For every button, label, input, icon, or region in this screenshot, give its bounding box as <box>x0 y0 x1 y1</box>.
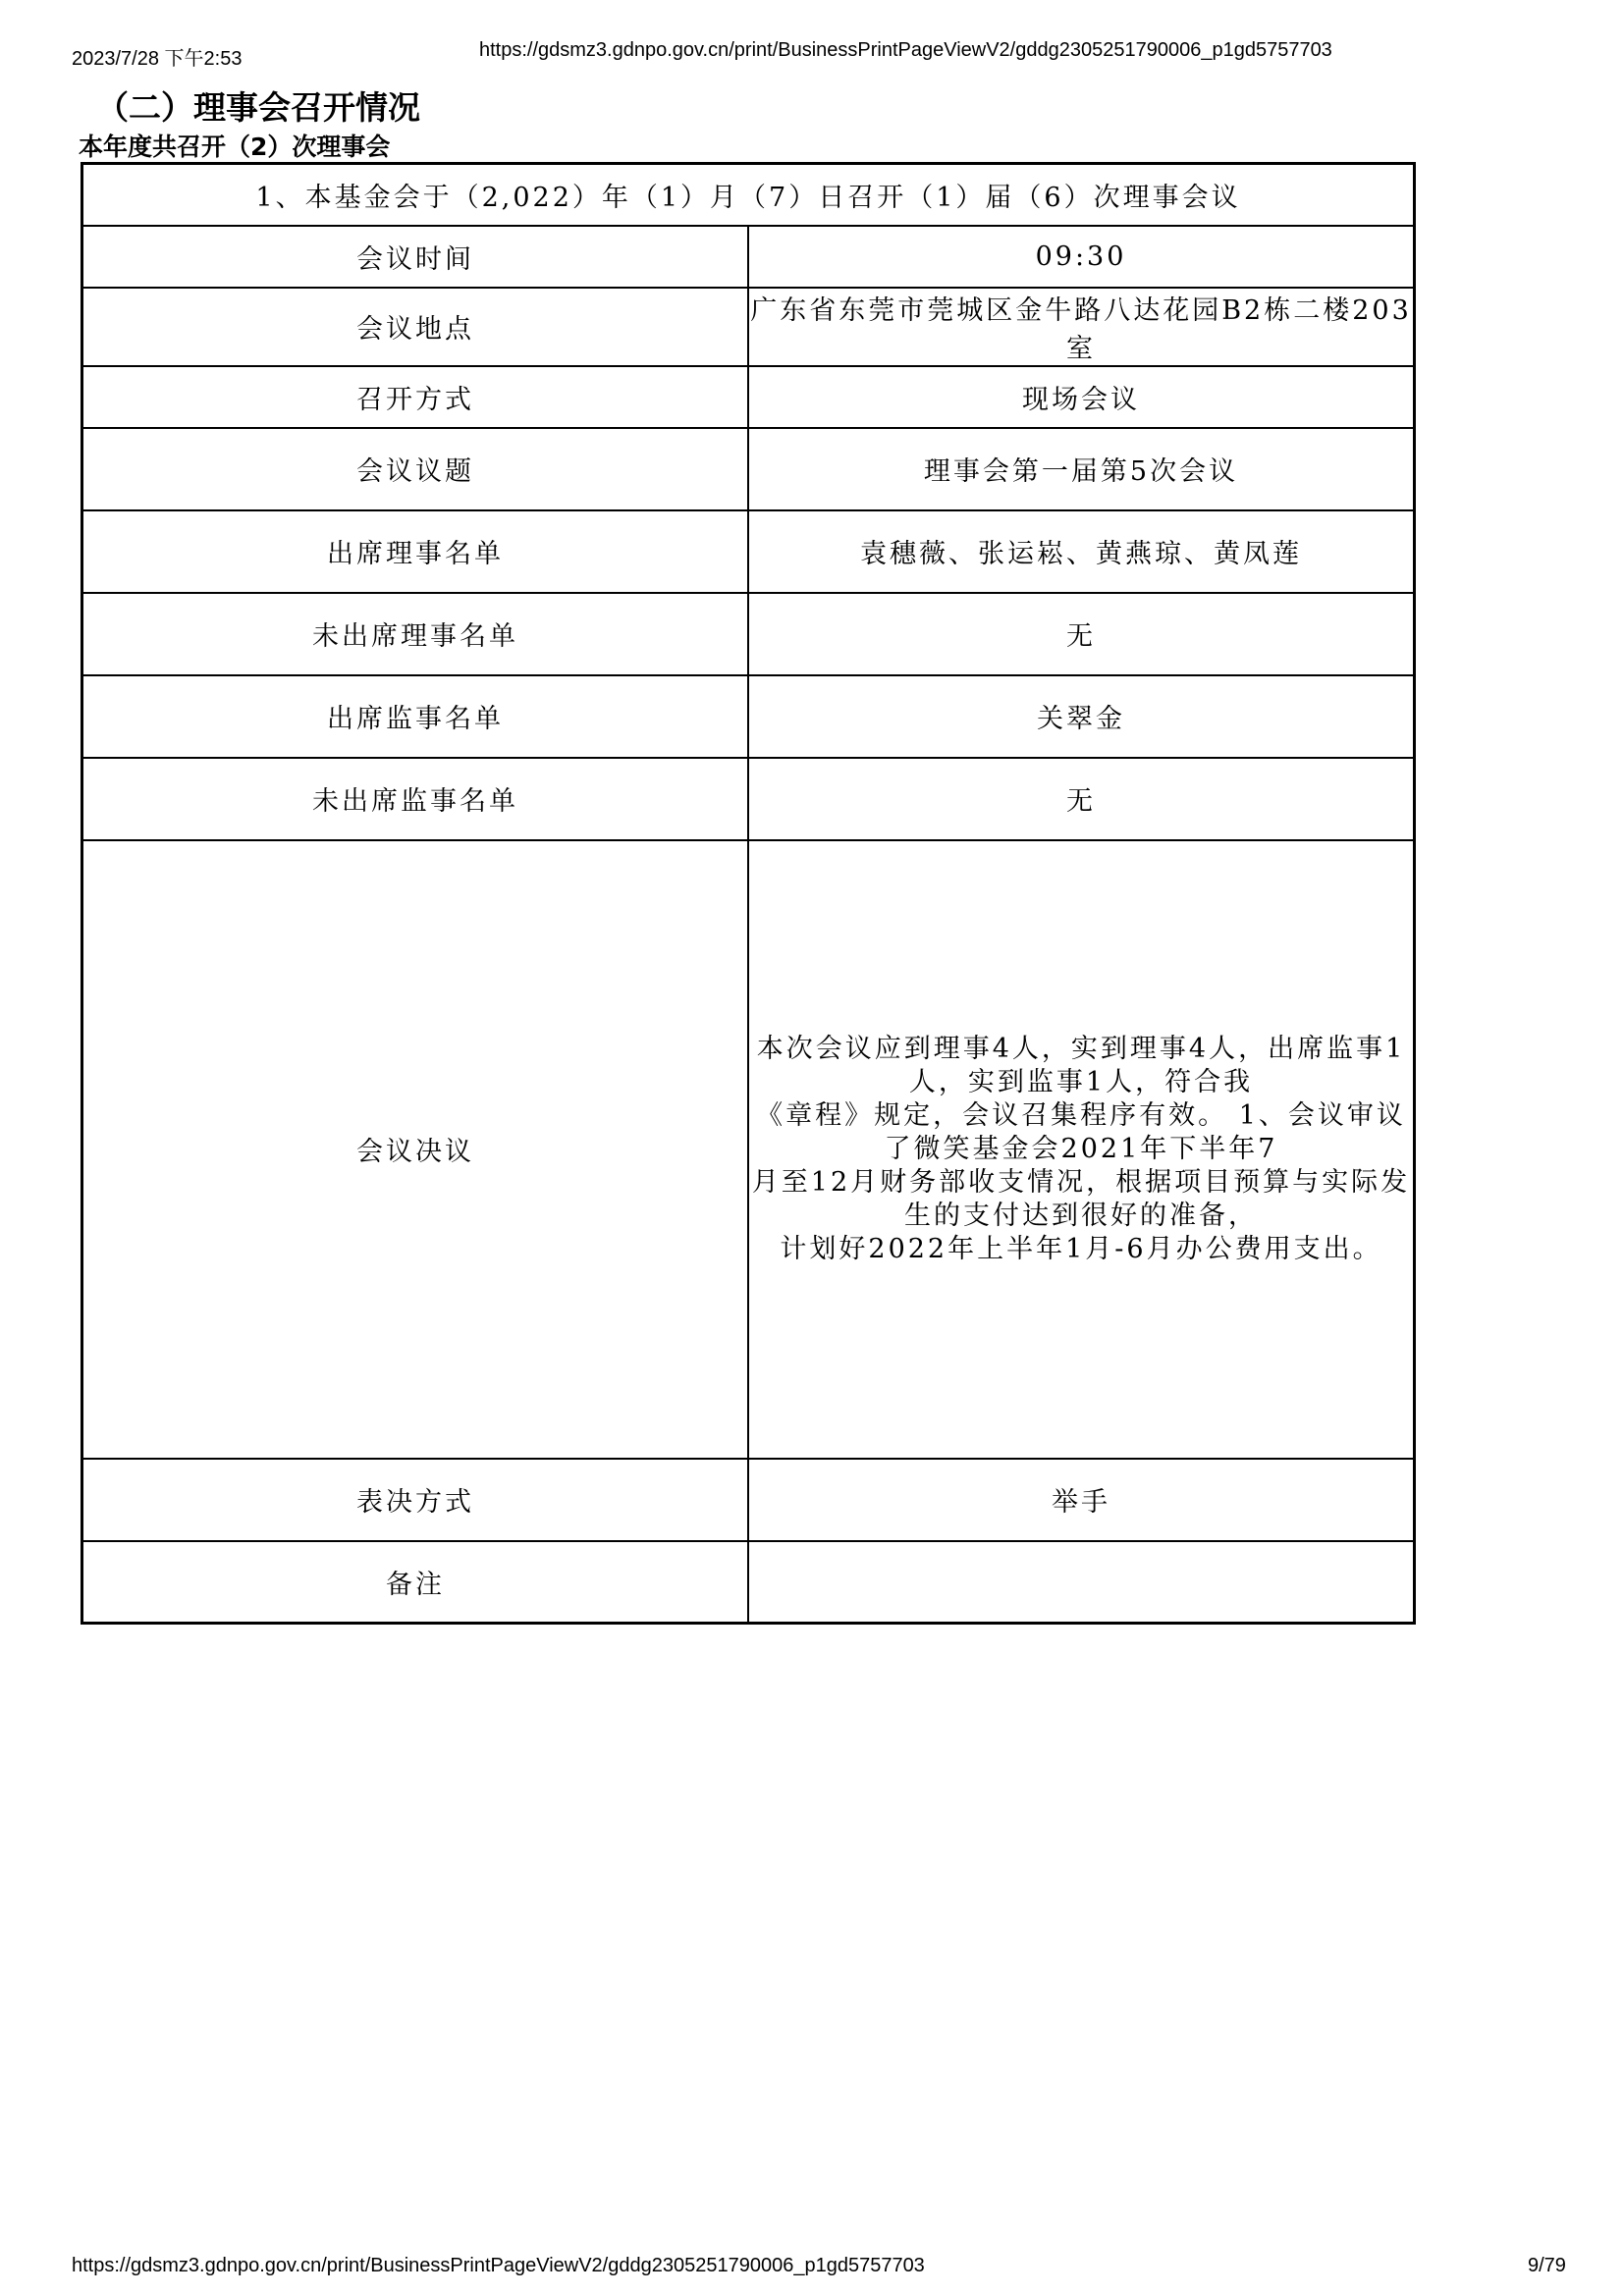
row-label-format: 召开方式 <box>82 366 749 428</box>
resolution-line: 计划好2022年上半年1月-6月办公费用支出。 <box>780 1233 1382 1264</box>
row-value-remarks <box>748 1541 1415 1624</box>
row-value-time: 09:30 <box>748 226 1415 288</box>
row-value-supervisors-absent: 无 <box>748 758 1415 840</box>
table-row <box>82 593 1415 675</box>
row-value-voting: 举手 <box>748 1459 1415 1541</box>
table-row <box>82 1541 1415 1624</box>
resolution-line: 月至12月财务部收支情况，根据项目预算与实际发生的支付达到很好的准备， <box>751 1166 1411 1231</box>
row-label-directors-absent: 未出席理事名单 <box>82 593 749 675</box>
page-number: 9/79 <box>1528 2255 1566 2276</box>
meeting-heading: 1、本基金会于（2,022）年（1）月（7）日召开（1）届（6）次理事会议 <box>82 164 1415 226</box>
print-footer-url: https://gdsmz3.gdnpo.gov.cn/print/BusinessPrintPageViewV2/gddg2305251790006_p1gd5757703 <box>72 2255 925 2276</box>
row-label-topic: 会议议题 <box>82 428 749 510</box>
row-label-directors-present: 出席理事名单 <box>82 510 749 593</box>
row-label-resolution: 会议决议 <box>82 840 749 1459</box>
row-label-supervisors-absent: 未出席监事名单 <box>82 758 749 840</box>
section-title: （二）理事会召开情况 <box>96 88 420 127</box>
row-value-location: 广东省东莞市莞城区金牛路八达花园B2栋二楼203室 <box>748 288 1415 366</box>
row-value-supervisors-present: 关翠金 <box>748 675 1415 758</box>
meeting-heading-row <box>82 164 1415 226</box>
table-row <box>82 840 1415 1459</box>
table-row <box>82 675 1415 758</box>
resolution-line: 本次会议应到理事4人，实到理事4人，出席监事1人，实到监事1人，符合我 <box>756 1033 1406 1097</box>
row-value-topic: 理事会第一届第5次会议 <box>748 428 1415 510</box>
table-row <box>82 226 1415 288</box>
print-header-url: https://gdsmz3.gdnpo.gov.cn/print/BusinessPrintPageViewV2/gddg2305251790006_p1gd5757703 <box>479 39 1332 61</box>
table-row <box>82 1459 1415 1541</box>
table-row <box>82 366 1415 428</box>
row-label-supervisors-present: 出席监事名单 <box>82 675 749 758</box>
row-value-format: 现场会议 <box>748 366 1415 428</box>
section-subtitle: 本年度共召开（2）次理事会 <box>79 133 391 161</box>
row-value-directors-present: 袁穗薇、张运崧、黄燕琼、黄凤莲 <box>748 510 1415 593</box>
row-label-location: 会议地点 <box>82 288 749 366</box>
table-row <box>82 288 1415 366</box>
row-value-directors-absent: 无 <box>748 593 1415 675</box>
row-label-time: 会议时间 <box>82 226 749 288</box>
row-value-resolution <box>748 840 1415 1459</box>
meeting-table <box>81 162 1416 1625</box>
row-label-voting: 表决方式 <box>82 1459 749 1541</box>
table-row <box>82 758 1415 840</box>
resolution-line: 《章程》规定，会议召集程序有效。 1、会议审议了微笑基金会2021年下半年7 <box>756 1099 1406 1164</box>
print-datetime: 2023/7/28 下午2:53 <box>72 48 243 70</box>
table-row <box>82 428 1415 510</box>
row-label-remarks: 备注 <box>82 1541 749 1624</box>
table-row <box>82 510 1415 593</box>
